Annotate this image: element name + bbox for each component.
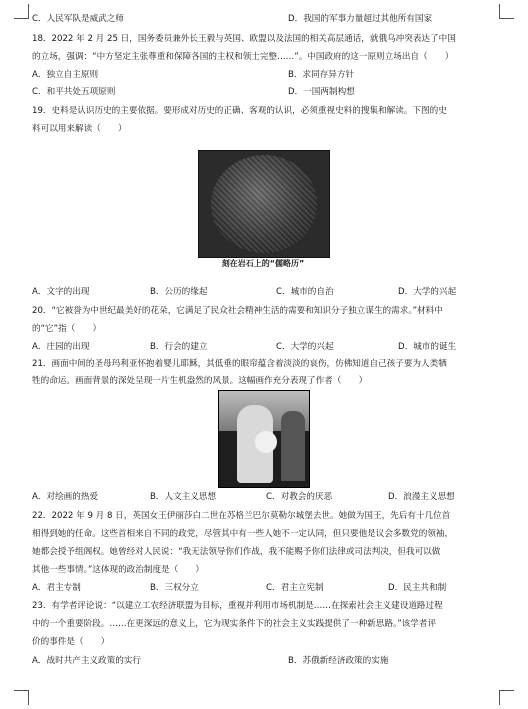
q22-stem-line-2: 相得到她的任命。这些首相来自不同的政党，尽管其中有一些人她不一定认同，但只要他是议会多数党的领袖， [32,529,454,539]
q17-option-d: D．我国的军事力量超过其他所有国家 [288,14,433,24]
q18-option-d: D．一国两制构想 [288,87,355,97]
painting-infant-figure [255,431,277,453]
q19-stem-line-2: 料可以用来解读（ ） [32,124,127,134]
crop-mark-bottom-left [14,690,29,705]
q19-option-a: A．文字的出现 [32,287,90,297]
q18-option-c: C．和平共处五项原则 [32,87,116,97]
carved-stone-disc [211,155,317,253]
q21-stem-line-1: 21．画面中间的圣母玛利亚怀抱着婴儿耶稣，其低垂的眼帘蕴含着淡淡的哀伤，仿佛知道自己孩子要为人类牺 [32,359,447,369]
crop-mark-bottom-right [499,690,514,705]
q23-option-b: B．苏俄新经济政策的实施 [288,656,389,666]
q21-option-a: A．对绘画的热爱 [32,492,99,502]
q22-option-d: D．民主共和制 [388,583,447,593]
q19-option-b: B．公历的缘起 [150,287,208,297]
q22-stem-line-3: 她都会授予组阁权。她曾经对人民说：“我无法领导你们作战，我不能赐予你们法律或司法判决，但我可以做 [32,547,441,557]
q17-option-c: C．人民军队是威武之师 [32,14,124,24]
crop-mark-top-left [14,4,29,19]
q23-option-a: A．战时共产主义政策的实行 [32,656,142,666]
q22-option-b: B．三权分立 [150,583,199,593]
q20-stem-line-2: 的“它”指（ ） [32,324,102,334]
julian-calendar-rock-image [198,150,330,258]
q18-option-b: B．求同存异方针 [288,70,355,80]
q20-stem-line-1: 20．“它被誉为中世纪最美好的花朵，它满足了民众社会精神生活的需要和知识分子独立谋生的需求。”材料中 [32,306,443,316]
q20-option-a: A．庄园的出现 [32,342,90,352]
q23-stem-line-2: 中的一个重要阶段。……在更深远的意义上，它为现实条件下的社会主义实践提供了一种新思路。”该学者评 [32,619,437,629]
q19-stem-line-1: 19．史料是认识历史的主要依据。要形成对历史的正确、客观的认识，必须重视史料的搜集和解读。下图的史 [32,106,447,116]
q20-option-c: C．大学的兴起 [276,342,334,352]
q18-option-a: A．独立自主原则 [32,70,99,80]
q21-option-d: D．浪漫主义思想 [388,492,455,502]
q22-option-c: C．君主立宪制 [266,583,324,593]
q23-stem-line-1: 23．有学者评论说：“以建立工农经济联盟为目标，重视并利用市场机制是……在探索社会主义建设道路过程 [32,601,443,611]
q22-stem-line-4: 其他一些事情。”这体现的政治制度是（ ） [32,565,205,575]
q20-option-d: D．城市的诞生 [398,342,457,352]
q22-option-a: A．君主专制 [32,583,81,593]
crop-mark-top-right [499,4,514,19]
q19-option-c: C．城市的自治 [276,287,334,297]
q18-stem-line-2: 的立场，强调：“中方坚定主张尊重和保障各国的主权和领土完整……”。中国政府的这一原则立场出自（ ） [32,52,454,62]
q22-stem-line-1: 22．2022 年 9 月 8 日，英国女王伊丽莎白二世在苏格兰巴尔莫勒尔城堡去世。她做为国王，先后有十几位首 [32,511,451,521]
q19-option-d: D．大学的兴起 [398,287,457,297]
painting-background-tree [281,411,305,481]
q23-stem-line-3: 价的事件是（ ） [32,637,110,647]
q19-figure-caption: 刻在岩石上的“儒略历” [221,259,305,268]
q20-option-b: B．行会的建立 [150,342,208,352]
q21-stem-line-2: 牲的命运。画面背景的深处呈现一片生机盎然的风景。这幅画作充分表现了作者（ ） [32,376,368,386]
q21-option-b: B．人文主义思想 [150,492,217,502]
madonna-painting-image [218,390,310,488]
q21-option-c: C．对教会的厌恶 [266,492,333,502]
q18-stem-line-1: 18．2022 年 2 月 25 日，国务委员兼外长王毅与英国、欧盟以及法国的相关高层通话，就俄乌冲突表达了中国 [32,34,456,44]
